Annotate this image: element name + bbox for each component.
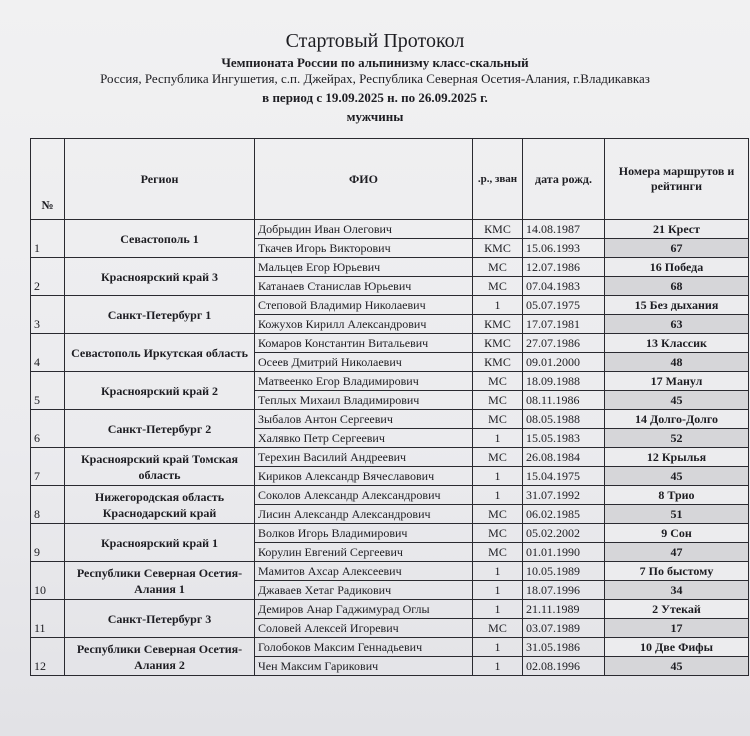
athlete-birth-date: 15.06.1993 xyxy=(523,239,605,258)
team-number: 10 xyxy=(31,562,65,600)
route-rating: 10 Две Фифы xyxy=(605,638,749,657)
column-header-region: Регион xyxy=(65,139,255,220)
route-rating: 45 xyxy=(605,391,749,410)
column-header-route: Номера маршрутов и рейтинги xyxy=(605,139,749,220)
athlete-rank: МС xyxy=(473,524,523,543)
table-row xyxy=(31,448,749,467)
table-row xyxy=(31,258,749,277)
athlete-name: Чен Максим Гарикович xyxy=(255,657,473,676)
team-number: 3 xyxy=(31,296,65,334)
athlete-name: Терехин Василий Андреевич xyxy=(255,448,473,467)
athlete-birth-date: 31.07.1992 xyxy=(523,486,605,505)
route-rating: 48 xyxy=(605,353,749,372)
table-row xyxy=(31,600,749,619)
team-number: 7 xyxy=(31,448,65,486)
category-line: мужчины xyxy=(346,109,404,124)
route-rating: 13 Классик xyxy=(605,334,749,353)
route-rating: 16 Победа xyxy=(605,258,749,277)
athlete-name: Комаров Константин Витальевич xyxy=(255,334,473,353)
table-row xyxy=(31,524,749,543)
route-rating: 14 Долго-Долго xyxy=(605,410,749,429)
table-row xyxy=(31,334,749,353)
athlete-birth-date: 10.05.1989 xyxy=(523,562,605,581)
athlete-name: Лисин Александр Александрович xyxy=(255,505,473,524)
column-header-name: ФИО xyxy=(255,139,473,220)
athlete-birth-date: 27.07.1986 xyxy=(523,334,605,353)
route-rating: 15 Без дыхания xyxy=(605,296,749,315)
athlete-birth-date: 06.02.1985 xyxy=(523,505,605,524)
athlete-name: Демиров Анар Гаджимурад Оглы xyxy=(255,600,473,619)
table-row xyxy=(31,410,749,429)
athlete-name: Корулин Евгений Сергеевич xyxy=(255,543,473,562)
athlete-rank: МС xyxy=(473,391,523,410)
athlete-name: Голобоков Максим Геннадьевич xyxy=(255,638,473,657)
athlete-rank: 1 xyxy=(473,486,523,505)
team-number: 5 xyxy=(31,372,65,410)
athlete-rank: 1 xyxy=(473,581,523,600)
athlete-rank: КМС xyxy=(473,315,523,334)
athlete-rank: КМС xyxy=(473,239,523,258)
team-number: 1 xyxy=(31,220,65,258)
athlete-name: Осеев Дмитрий Николаевич xyxy=(255,353,473,372)
team-region: Республики Северная Осетия- Алания 1 xyxy=(65,562,255,600)
athlete-rank: МС xyxy=(473,372,523,391)
athlete-birth-date: 05.07.1975 xyxy=(523,296,605,315)
athlete-birth-date: 15.05.1983 xyxy=(523,429,605,448)
athlete-birth-date: 26.08.1984 xyxy=(523,448,605,467)
team-region: Санкт-Петербург 2 xyxy=(65,410,255,448)
route-rating: 51 xyxy=(605,505,749,524)
route-rating: 7 По быстому xyxy=(605,562,749,581)
athlete-birth-date: 31.05.1986 xyxy=(523,638,605,657)
location-line: Россия, Республика Ингушетия, с.п. Джейрах, Республика Северная Осетия-Алания, г.Владикавказ xyxy=(100,71,650,86)
athlete-name: Волков Игорь Владимирович xyxy=(255,524,473,543)
column-header-num: № xyxy=(31,139,65,220)
team-number: 8 xyxy=(31,486,65,524)
route-rating: 47 xyxy=(605,543,749,562)
table-header-row xyxy=(31,139,749,220)
column-header-birth: дата рожд. xyxy=(523,139,605,220)
athlete-name: Мальцев Егор Юрьевич xyxy=(255,258,473,277)
team-region: Санкт-Петербург 3 xyxy=(65,600,255,638)
route-rating: 67 xyxy=(605,239,749,258)
athlete-name: Халявко Петр Сергеевич xyxy=(255,429,473,448)
route-rating: 63 xyxy=(605,315,749,334)
athlete-name: Катанаев Станислав Юрьевич xyxy=(255,277,473,296)
athlete-rank: МС xyxy=(473,448,523,467)
route-rating: 52 xyxy=(605,429,749,448)
athlete-rank: МС xyxy=(473,619,523,638)
table-row xyxy=(31,296,749,315)
athlete-name: Зыбалов Антон Сергеевич xyxy=(255,410,473,429)
document-title: Стартовый Протокол xyxy=(285,30,465,52)
athlete-name: Степовой Владимир Николаевич xyxy=(255,296,473,315)
table-row xyxy=(31,638,749,657)
athlete-birth-date: 21.11.1989 xyxy=(523,600,605,619)
athlete-rank: МС xyxy=(473,277,523,296)
athlete-rank: МС xyxy=(473,258,523,277)
route-rating: 21 Крест xyxy=(605,220,749,239)
athlete-birth-date: 18.09.1988 xyxy=(523,372,605,391)
athlete-name: Соколов Александр Александрович xyxy=(255,486,473,505)
route-rating: 8 Трио xyxy=(605,486,749,505)
athlete-name: Добрыдин Иван Олегович xyxy=(255,220,473,239)
athlete-birth-date: 08.11.1986 xyxy=(523,391,605,410)
athlete-name: Кожухов Кирилл Александрович xyxy=(255,315,473,334)
athlete-name: Ткачев Игорь Викторович xyxy=(255,239,473,258)
athlete-name: Соловей Алексей Игоревич xyxy=(255,619,473,638)
table-row xyxy=(31,372,749,391)
route-rating: 45 xyxy=(605,657,749,676)
route-rating: 68 xyxy=(605,277,749,296)
table-row xyxy=(31,562,749,581)
team-number: 9 xyxy=(31,524,65,562)
athlete-birth-date: 14.08.1987 xyxy=(523,220,605,239)
team-region: Санкт-Петербург 1 xyxy=(65,296,255,334)
athlete-birth-date: 03.07.1989 xyxy=(523,619,605,638)
athlete-rank: МС xyxy=(473,543,523,562)
route-rating: 2 Утекай xyxy=(605,600,749,619)
team-region: Республики Северная Осетия- Алания 2 xyxy=(65,638,255,676)
athlete-birth-date: 02.08.1996 xyxy=(523,657,605,676)
athlete-birth-date: 18.07.1996 xyxy=(523,581,605,600)
team-region: Севастополь 1 xyxy=(65,220,255,258)
athlete-rank: 1 xyxy=(473,467,523,486)
athlete-rank: КМС xyxy=(473,334,523,353)
team-number: 11 xyxy=(31,600,65,638)
athlete-rank: 1 xyxy=(473,429,523,448)
athlete-rank: 1 xyxy=(473,638,523,657)
athlete-rank: 1 xyxy=(473,600,523,619)
column-header-rank: .р., зван xyxy=(473,139,523,220)
route-rating: 45 xyxy=(605,467,749,486)
athlete-name: Джаваев Хетаг Радикович xyxy=(255,581,473,600)
team-region: Севастополь Иркутская область xyxy=(65,334,255,372)
team-region: Красноярский край Томская область xyxy=(65,448,255,486)
route-rating: 12 Крылья xyxy=(605,448,749,467)
table-row xyxy=(31,486,749,505)
team-number: 2 xyxy=(31,258,65,296)
athlete-birth-date: 08.05.1988 xyxy=(523,410,605,429)
team-number: 12 xyxy=(31,638,65,676)
athlete-name: Теплых Михаил Владимирович xyxy=(255,391,473,410)
athlete-birth-date: 17.07.1981 xyxy=(523,315,605,334)
route-rating: 9 Сон xyxy=(605,524,749,543)
athlete-rank: КМС xyxy=(473,220,523,239)
athlete-rank: 1 xyxy=(473,296,523,315)
period-line: в период с 19.09.2025 н. по 26.09.2025 г. xyxy=(262,90,488,105)
start-protocol-table xyxy=(30,138,749,676)
athlete-rank: МС xyxy=(473,505,523,524)
athlete-birth-date: 05.02.2002 xyxy=(523,524,605,543)
team-region: Красноярский край 3 xyxy=(65,258,255,296)
athlete-rank: МС xyxy=(473,410,523,429)
athlete-rank: 1 xyxy=(473,562,523,581)
table-row xyxy=(31,220,749,239)
championship-line: Чемпионата России по альпинизму класс-скальный xyxy=(221,55,529,70)
team-number: 4 xyxy=(31,334,65,372)
route-rating: 34 xyxy=(605,581,749,600)
athlete-birth-date: 01.01.1990 xyxy=(523,543,605,562)
athlete-birth-date: 07.04.1983 xyxy=(523,277,605,296)
athlete-name: Кириков Александр Вячеславович xyxy=(255,467,473,486)
athlete-birth-date: 15.04.1975 xyxy=(523,467,605,486)
team-region: Красноярский край 1 xyxy=(65,524,255,562)
athlete-birth-date: 09.01.2000 xyxy=(523,353,605,372)
athlete-rank: КМС xyxy=(473,353,523,372)
athlete-birth-date: 12.07.1986 xyxy=(523,258,605,277)
athlete-name: Мамитов Ахсар Алексеевич xyxy=(255,562,473,581)
team-region: Красноярский край 2 xyxy=(65,372,255,410)
athlete-name: Матвеенко Егор Владимирович xyxy=(255,372,473,391)
team-number: 6 xyxy=(31,410,65,448)
route-rating: 17 Манул xyxy=(605,372,749,391)
team-region: Нижегородская область Краснодарский край xyxy=(65,486,255,524)
route-rating: 17 xyxy=(605,619,749,638)
athlete-rank: 1 xyxy=(473,657,523,676)
